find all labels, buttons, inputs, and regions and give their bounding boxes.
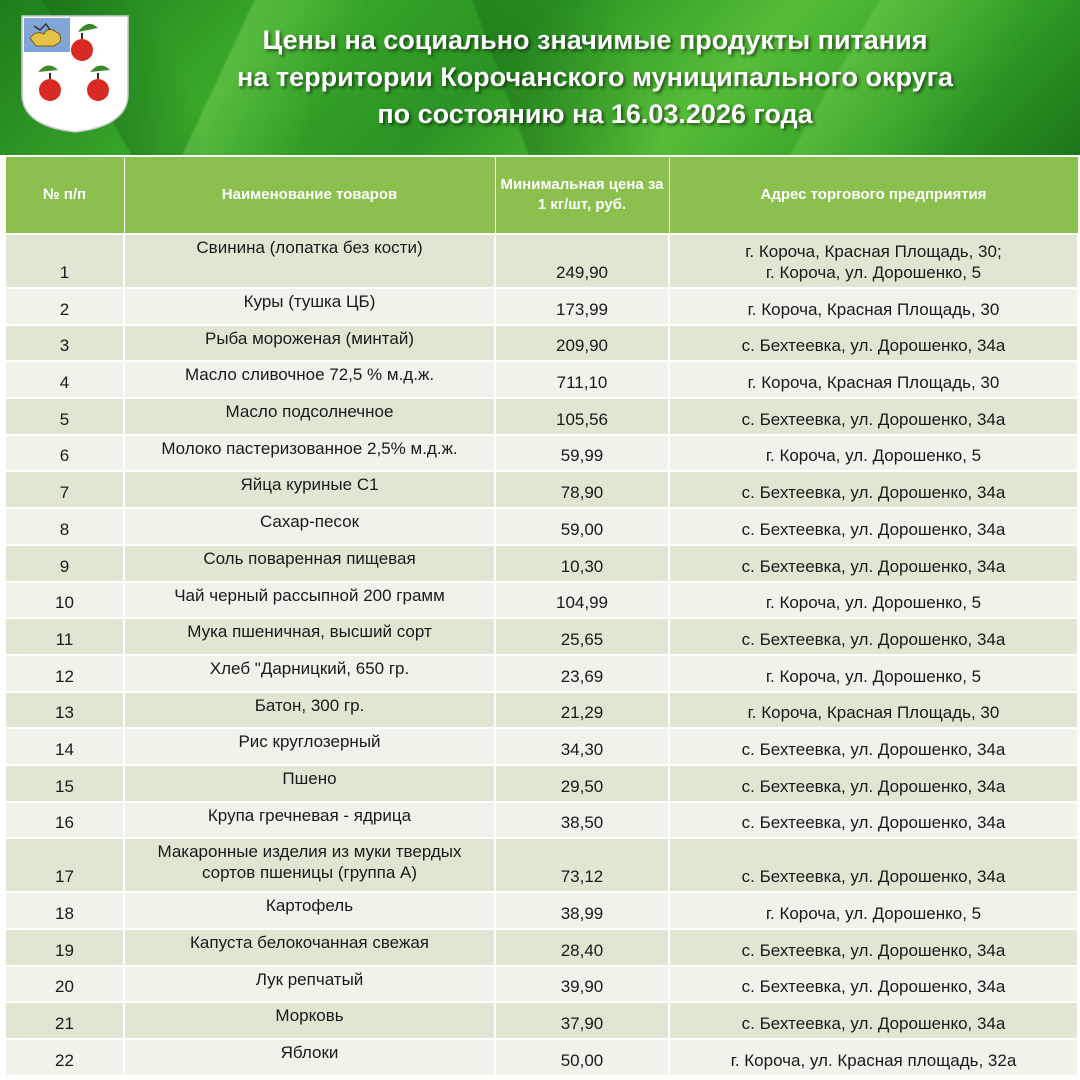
cell-number: 8: [5, 508, 124, 545]
cell-price: 34,30: [495, 728, 669, 765]
cell-address: с. Бехтеевка, ул. Дорошенко, 34а: [669, 398, 1078, 435]
cell-address: г. Короча, Красная Площадь, 30: [669, 361, 1078, 398]
cell-price: 104,99: [495, 582, 669, 619]
table-row: [5, 618, 1078, 655]
cell-address: с. Бехтеевка, ул. Дорошенко, 34а: [669, 929, 1078, 966]
cell-number: 5: [5, 398, 124, 435]
cell-price: 21,29: [495, 692, 669, 729]
table-row: [5, 471, 1078, 508]
cell-product-name: Свинина (лопатка без кости): [124, 234, 495, 288]
cell-address: с. Бехтеевка, ул. Дорошенко, 34а: [669, 765, 1078, 802]
cell-price: 37,90: [495, 1002, 669, 1039]
table-row: [5, 838, 1078, 892]
cell-product-name: Крупа гречневая - ядрица: [124, 802, 495, 839]
column-header-name: Наименование товаров: [124, 156, 495, 234]
cell-product-name: Куры (тушка ЦБ): [124, 288, 495, 325]
cell-number: 17: [5, 838, 124, 892]
cell-product-name: Лук репчатый: [124, 966, 495, 1003]
cell-price: 10,30: [495, 545, 669, 582]
table-row: [5, 802, 1078, 839]
column-header-address: Адрес торгового предприятия: [669, 156, 1078, 234]
cell-price: 209,90: [495, 325, 669, 362]
table-row: [5, 892, 1078, 929]
cell-product-name: Хлеб "Дарницкий, 650 гр.: [124, 655, 495, 692]
cell-number: 9: [5, 545, 124, 582]
cell-product-name: Картофель: [124, 892, 495, 929]
cell-address: г. Короча, ул. Дорошенко, 5: [669, 435, 1078, 472]
title-line: Цены на социально значимые продукты питания: [262, 25, 928, 55]
cell-address: г. Короча, ул. Красная площадь, 32а: [669, 1039, 1078, 1076]
cell-address: г. Короча, Красная Площадь, 30: [669, 692, 1078, 729]
cell-number: 13: [5, 692, 124, 729]
cell-product-name: Яблоки: [124, 1039, 495, 1076]
cell-address: г. Короча, ул. Дорошенко, 5: [669, 582, 1078, 619]
table-header-row: [5, 156, 1078, 234]
cell-number: 3: [5, 325, 124, 362]
cell-price: 59,00: [495, 508, 669, 545]
table-row: [5, 582, 1078, 619]
cell-number: 19: [5, 929, 124, 966]
cell-address: г. Короча, ул. Дорошенко, 5: [669, 892, 1078, 929]
table-row: [5, 655, 1078, 692]
cell-price: 38,99: [495, 892, 669, 929]
page-title: [145, 22, 1045, 133]
table-row: [5, 325, 1078, 362]
cell-number: 2: [5, 288, 124, 325]
cell-product-name: Макаронные изделия из муки твердых сортов пшеницы (группа А): [124, 838, 495, 892]
cell-number: 20: [5, 966, 124, 1003]
cell-number: 1: [5, 234, 124, 288]
cell-number: 10: [5, 582, 124, 619]
column-header-number: № п/п: [5, 156, 124, 234]
cell-number: 12: [5, 655, 124, 692]
cell-price: 73,12: [495, 838, 669, 892]
column-header-price: Минимальная цена за 1 кг/шт, руб.: [495, 156, 669, 234]
table-row: [5, 435, 1078, 472]
page-header: [0, 0, 1080, 155]
cell-product-name: Масло сливочное 72,5 % м.д.ж.: [124, 361, 495, 398]
cell-address: с. Бехтеевка, ул. Дорошенко, 34а: [669, 966, 1078, 1003]
cell-product-name: Рыба мороженая (минтай): [124, 325, 495, 362]
cell-number: 4: [5, 361, 124, 398]
cell-address: с. Бехтеевка, ул. Дорошенко, 34а: [669, 802, 1078, 839]
table-body: [5, 234, 1078, 1076]
cell-product-name: Морковь: [124, 1002, 495, 1039]
cell-product-name: Соль поваренная пищевая: [124, 545, 495, 582]
cell-price: 29,50: [495, 765, 669, 802]
table-row: [5, 545, 1078, 582]
cell-product-name: Сахар-песок: [124, 508, 495, 545]
cell-product-name: Капуста белокочанная свежая: [124, 929, 495, 966]
cell-price: 28,40: [495, 929, 669, 966]
cell-price: 25,65: [495, 618, 669, 655]
cell-address: с. Бехтеевка, ул. Дорошенко, 34а: [669, 325, 1078, 362]
cell-number: 16: [5, 802, 124, 839]
cell-number: 18: [5, 892, 124, 929]
cell-address: с. Бехтеевка, ул. Дорошенко, 34а: [669, 471, 1078, 508]
cell-address: с. Бехтеевка, ул. Дорошенко, 34а: [669, 618, 1078, 655]
cell-price: 39,90: [495, 966, 669, 1003]
cell-product-name: Яйца куриные С1: [124, 471, 495, 508]
table-row: [5, 508, 1078, 545]
cell-price: 173,99: [495, 288, 669, 325]
cell-price: 78,90: [495, 471, 669, 508]
cell-address: с. Бехтеевка, ул. Дорошенко, 34а: [669, 728, 1078, 765]
cell-address: г. Короча, ул. Дорошенко, 5: [669, 655, 1078, 692]
cell-address: с. Бехтеевка, ул. Дорошенко, 34а: [669, 545, 1078, 582]
title-line: по состоянию на 16.03.2026 года: [377, 99, 813, 129]
cell-product-name: Чай черный рассыпной 200 грамм: [124, 582, 495, 619]
cell-product-name: Молоко пастеризованное 2,5% м.д.ж.: [124, 435, 495, 472]
table-row: [5, 929, 1078, 966]
table-row: [5, 398, 1078, 435]
title-line: на территории Корочанского муниципального округа: [237, 62, 953, 92]
cell-price: 711,10: [495, 361, 669, 398]
cell-product-name: Рис круглозерный: [124, 728, 495, 765]
cell-number: 6: [5, 435, 124, 472]
table-row: [5, 288, 1078, 325]
table-row: [5, 1039, 1078, 1076]
table-row: [5, 728, 1078, 765]
cell-number: 21: [5, 1002, 124, 1039]
cell-number: 14: [5, 728, 124, 765]
cell-product-name: Масло подсолнечное: [124, 398, 495, 435]
table-row: [5, 1002, 1078, 1039]
cell-price: 105,56: [495, 398, 669, 435]
cell-address: г. Короча, Красная Площадь, 30; г. Короча, ул. Дорошенко, 5: [669, 234, 1078, 288]
cell-product-name: Батон, 300 гр.: [124, 692, 495, 729]
cell-product-name: Пшено: [124, 765, 495, 802]
table-row: [5, 692, 1078, 729]
cell-price: 23,69: [495, 655, 669, 692]
cell-address: г. Короча, Красная Площадь, 30: [669, 288, 1078, 325]
cell-number: 11: [5, 618, 124, 655]
cell-price: 59,99: [495, 435, 669, 472]
table-row: [5, 765, 1078, 802]
cell-address: с. Бехтеевка, ул. Дорошенко, 34а: [669, 838, 1078, 892]
cell-number: 22: [5, 1039, 124, 1076]
cell-price: 249,90: [495, 234, 669, 288]
prices-table: [4, 155, 1079, 1077]
cell-number: 7: [5, 471, 124, 508]
cell-product-name: Мука пшеничная, высший сорт: [124, 618, 495, 655]
table-row: [5, 361, 1078, 398]
table-row: [5, 966, 1078, 1003]
cell-price: 38,50: [495, 802, 669, 839]
cell-address: с. Бехтеевка, ул. Дорошенко, 34а: [669, 1002, 1078, 1039]
cell-address: с. Бехтеевка, ул. Дорошенко, 34а: [669, 508, 1078, 545]
table-row: [5, 234, 1078, 288]
cell-price: 50,00: [495, 1039, 669, 1076]
korocha-coat-of-arms-icon: [20, 14, 130, 134]
cell-number: 15: [5, 765, 124, 802]
